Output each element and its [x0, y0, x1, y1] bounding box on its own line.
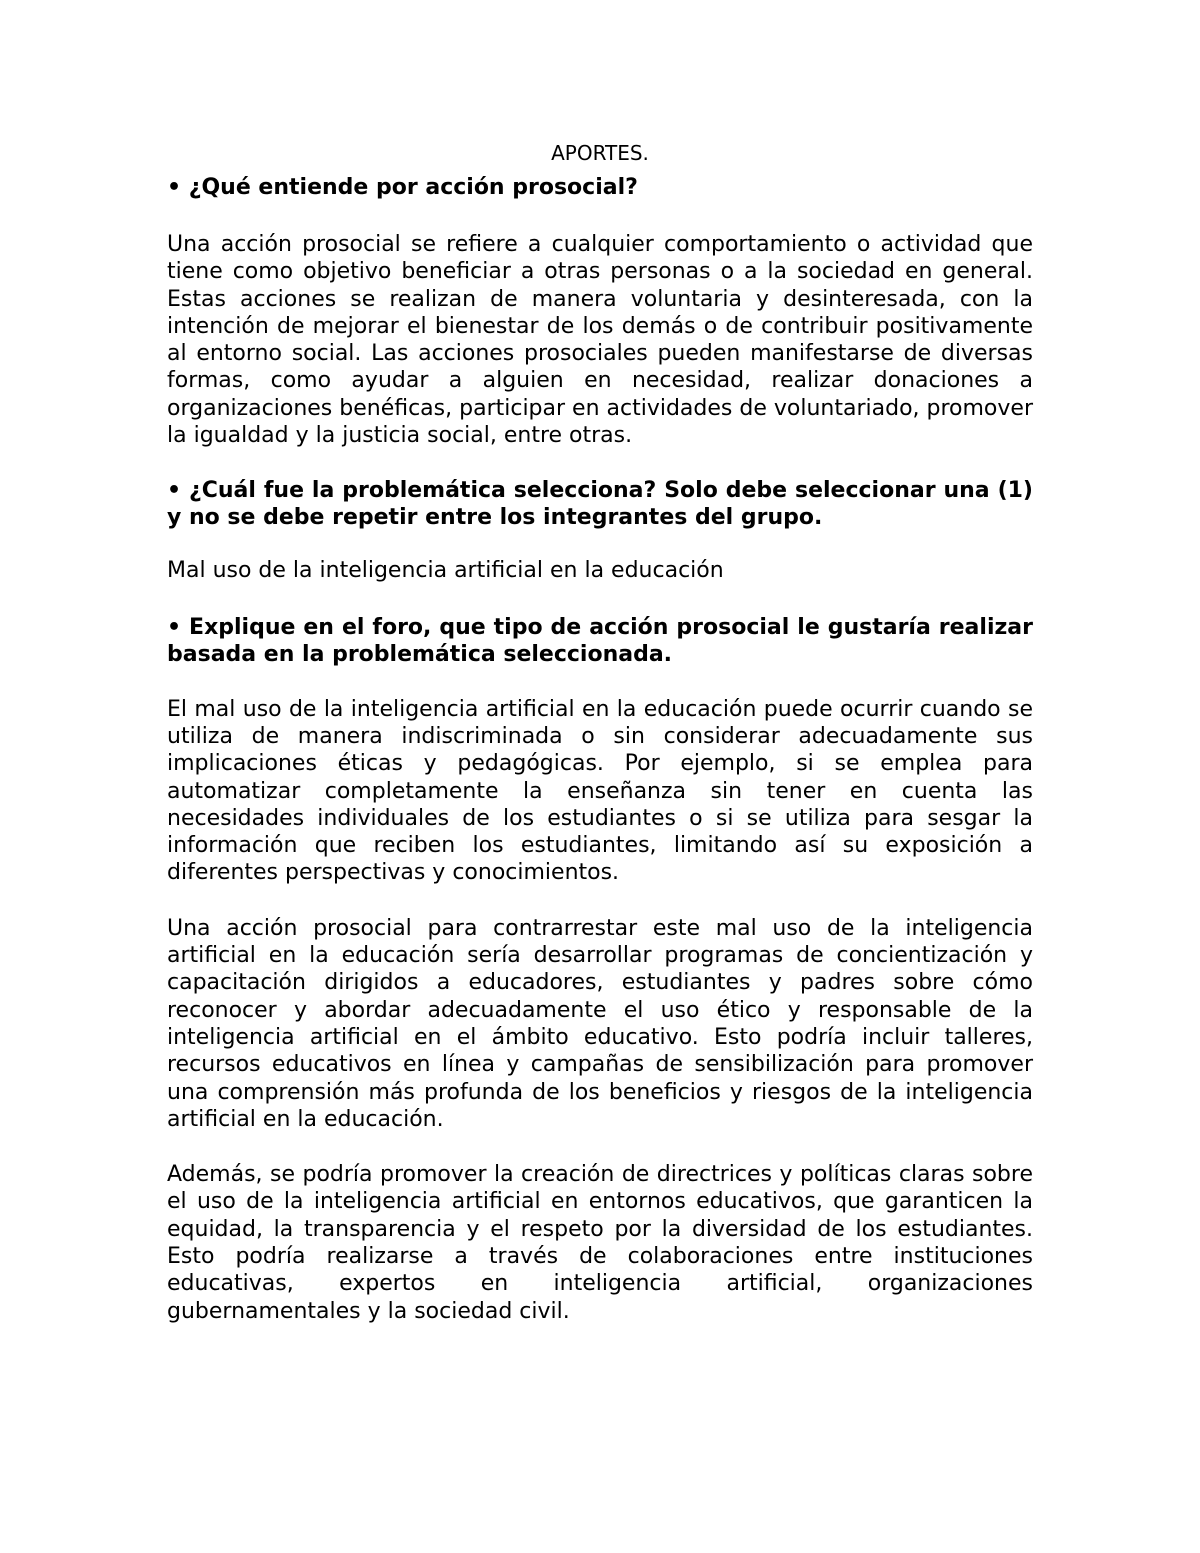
question-3-heading: • Explique en el foro, que tipo de acción prosocial le gustaría realizar basada en la problemática seleccionada. [167, 614, 1033, 667]
answer-3-paragraph-3: Además, se podría promover la creación de directrices y políticas claras sobre el uso de la inteligencia artificial en entornos educativos, que garanticen la equidad, la transparencia y el respeto por la diversidad de los estudiantes. Esto podría realizarse a través de colaboraciones entre instituciones educativas, expertos en inteligencia artificial, organizaciones gubernamentales y la sociedad civil. [167, 1162, 1033, 1324]
answer-2-paragraph: Mal uso de la inteligencia artificial en la educación [167, 558, 724, 584]
document-title: APORTES. [551, 141, 649, 165]
answer-3-paragraph-2: Una acción prosocial para contrarrestar este mal uso de la inteligencia artificial en la educación sería desarrollar programas de concientización y capacitación dirigidos a educadores, estudiantes y padres sobre cómo reconocer y abordar adecuadamente el uso ético y responsable de la inteligencia artificial en el ámbito educativo. Esto podría incluir talleres, recursos educativos en línea y campañas de sensibilización para promover una comprensión más profunda de los beneficios y riesgos de la inteligencia artificial en la educación. [167, 915, 1033, 1132]
answer-1-paragraph: Una acción prosocial se refiere a cualquier comportamiento o actividad que tiene como objetivo beneficiar a otras personas o a la sociedad en general. Estas acciones se realizan de manera voluntaria y desinteresada, con la intención de mejorar el bienestar de los demás o de contribuir positivamente al entorno social. Las acciones prosociales pueden manifestarse de diversas formas, como ayudar a alguien en necesidad, realizar donaciones a organizaciones benéficas, participar en actividades de voluntariado, promover la igualdad y la justicia social, entre otras. [167, 232, 1033, 449]
document-page [167, 140, 1033, 1325]
question-1-heading: • ¿Qué entiende por acción prosocial? [167, 175, 638, 200]
question-2-heading: • ¿Cuál fue la problemática selecciona? Solo debe seleccionar una (1) y no se debe repetir entre los integrantes del grupo. [167, 478, 1033, 531]
answer-3-paragraph-1: El mal uso de la inteligencia artificial en la educación puede ocurrir cuando se utiliza de manera indiscriminada o sin considerar adecuadamente sus implicaciones éticas y pedagógicas. Por ejemplo, si se emplea para automatizar completamente la enseñanza sin tener en cuenta las necesidades individuales de los estudiantes o si se utiliza para sesgar la información que reciben los estudiantes, limitando así su exposición a diferentes perspectivas y conocimientos. [167, 696, 1033, 886]
